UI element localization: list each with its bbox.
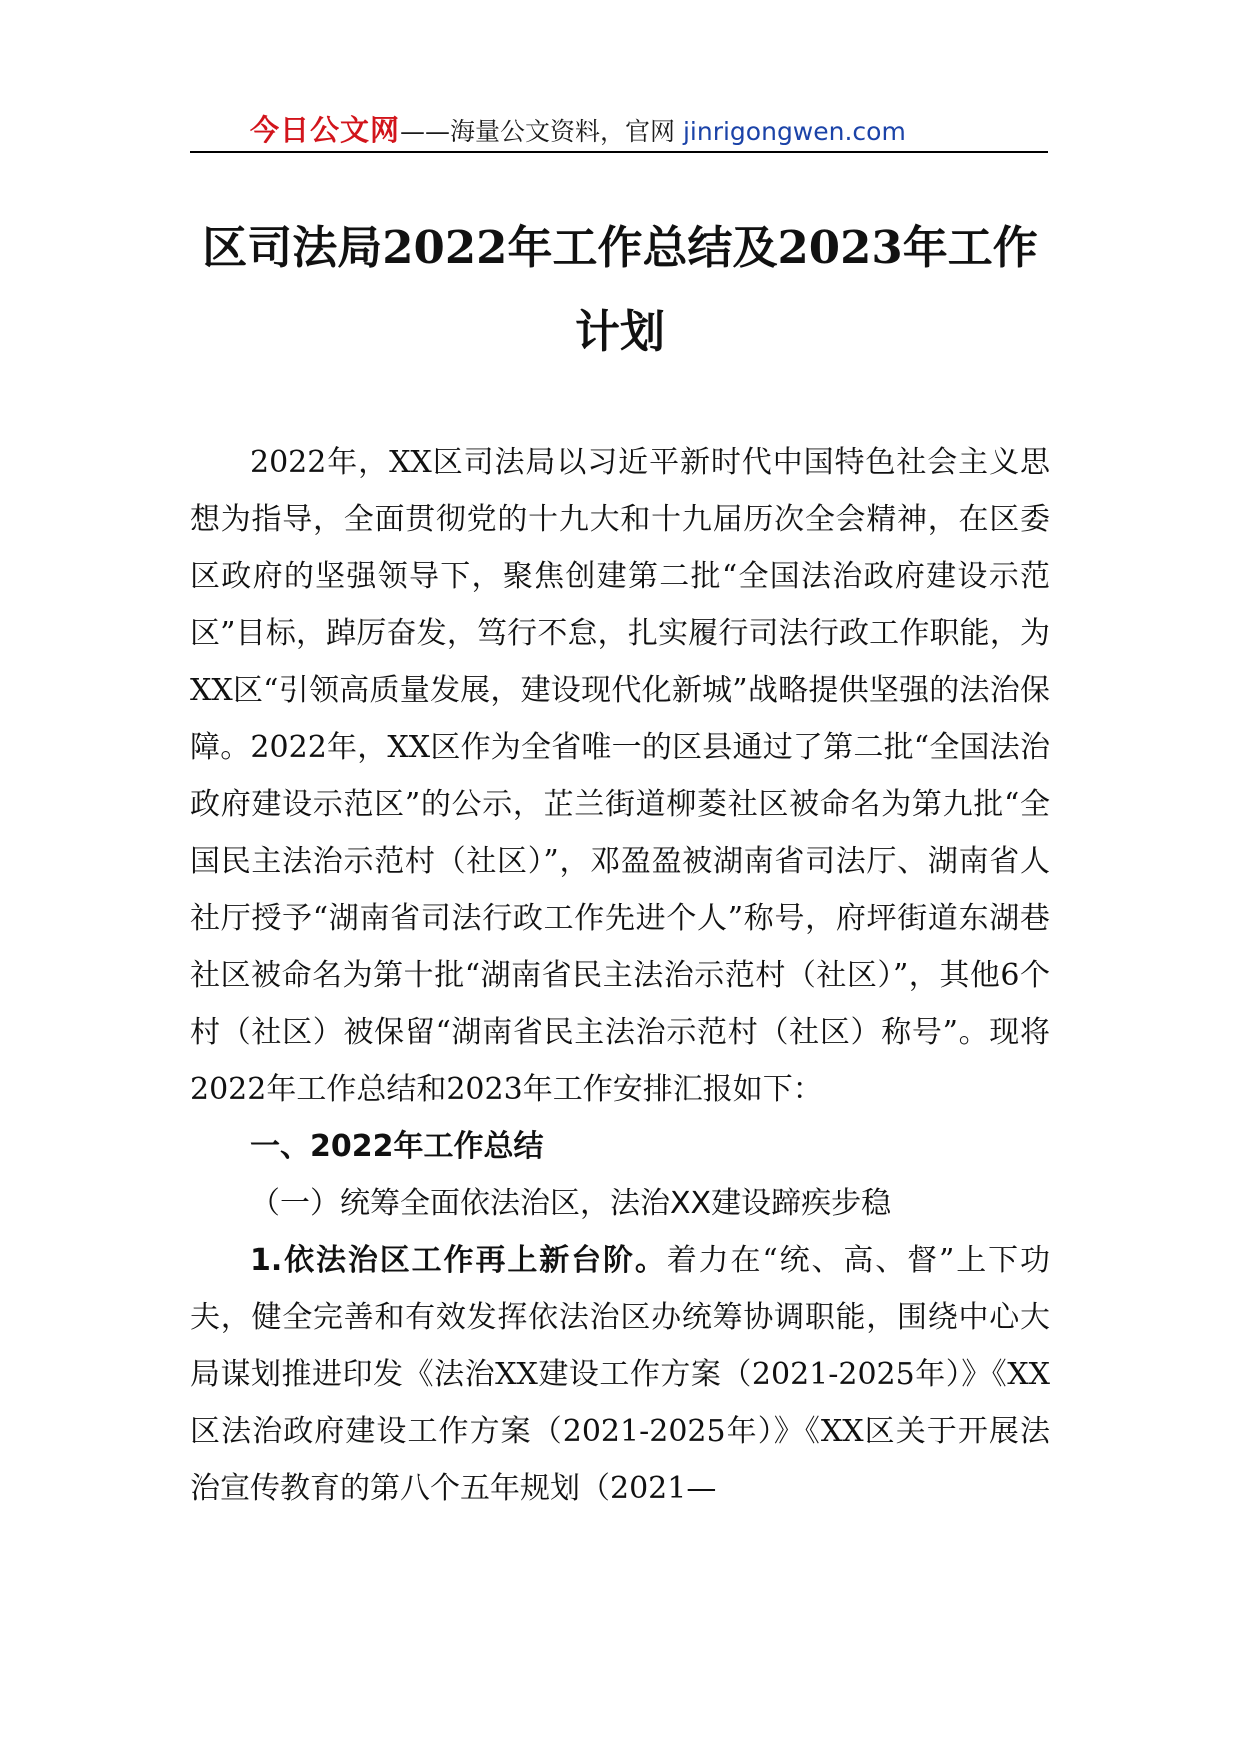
section-heading-1: 一、2022年工作总结: [250, 1129, 544, 1164]
header-banner: [250, 108, 906, 149]
item-1-body: 着力在“统、高、督”上下功夫，健全完善和有效发挥依法治区办统筹协调职能，围绕中心大局谋划推进印发《法治XX建设工作方案（2021-2025年）》《XX区法治政府建设工作方案（2021-2025年）》《XX区关于开展法治宣传教育的第八个五年规划（2021—: [190, 1243, 1050, 1506]
item-1-paragraph: [190, 1232, 1050, 1517]
item-1-lead: 1.依法治区工作再上新台阶。: [250, 1243, 667, 1278]
website-link[interactable]: jinrigongwen.com: [682, 117, 906, 146]
header-divider: [190, 151, 1048, 153]
header-tagline: ——海量公文资料，官网: [400, 117, 683, 146]
brand-name: 今日公文网: [250, 113, 401, 147]
subsection-heading-1: （一）统筹全面依法治区，法治XX建设蹄疾步稳: [250, 1186, 892, 1221]
intro-paragraph: 2022年，XX区司法局以习近平新时代中国特色社会主义思想为指导，全面贯彻党的十九大和十九届历次全会精神，在区委区政府的坚强领导下，聚焦创建第二批“全国法治政府建设示范区”目标，踔厉奋发，笃行不怠，扎实履行司法行政工作职能，为XX区“引领高质量发展，建设现代化新城”战略提供坚强的法治保障。2022年，XX区作为全省唯一的区县通过了第二批“全国法治政府建设示范区”的公示，芷兰街道柳菱社区被命名为第九批“全国民主法治示范村（社区）”，邓盈盈被湖南省司法厅、湖南省人社厅授予“湖南省司法行政工作先进个人”称号，府坪街道东湖巷社区被命名为第十批“湖南省民主法治示范村（社区）”，其他6个村（社区）被保留“湖南省民主法治示范村（社区）称号”。现将2022年工作总结和2023年工作安排汇报如下：: [190, 445, 1050, 1107]
document-body: [190, 434, 1050, 1517]
document-title: 区司法局2022年工作总结及2023年工作计划: [202, 221, 1038, 358]
page-header: [190, 108, 1050, 153]
